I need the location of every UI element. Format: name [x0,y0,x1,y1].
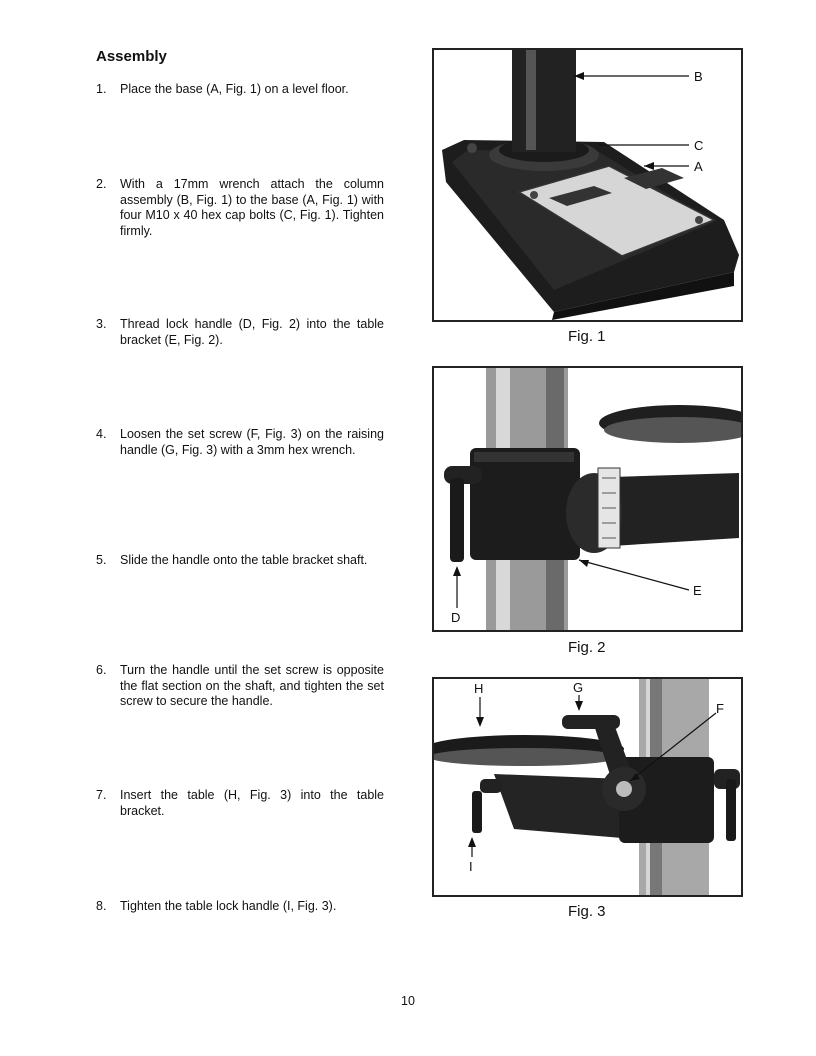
callout-h-label: H [474,681,484,696]
step-text: Turn the handle until the set screw is opposite the flat section on the shaft, and tighten the set screw to secure the handle. [120,663,384,708]
callout-c-label: C [694,138,704,153]
step-number: 3. [96,317,107,331]
step-text: Thread lock handle (D, Fig. 2) into the table bracket (E, Fig. 2). [120,317,384,347]
figure-3-caption: Fig. 3 [568,903,606,920]
step-number: 4. [96,427,107,441]
figure-3-photo [432,677,743,897]
step-5 [96,553,384,569]
step-text: Tighten the table lock handle (I, Fig. 3). [120,899,337,913]
callout-a-label: A [694,159,703,174]
step-6 [96,663,384,710]
section-heading: Assembly [96,48,167,65]
step-number: 1. [96,82,107,96]
step-text: With a 17mm wrench attach the column assembly (B, Fig. 1) to the base (A, Fig. 1) with four M10 x 40 hex cap bolts (C, Fig. 1). Tighten firmly. [120,177,384,238]
step-text: Place the base (A, Fig. 1) on a level floor. [120,82,349,96]
step-text: Slide the handle onto the table bracket shaft. [120,553,368,567]
step-text: Insert the table (H, Fig. 3) into the table bracket. [120,788,384,818]
step-1 [96,82,384,98]
callout-d-label: D [451,610,461,625]
figure-1-caption: Fig. 1 [568,328,606,345]
page-number: 10 [401,994,415,1008]
callout-f-label: F [716,701,724,716]
callout-e-label: E [693,583,702,598]
callout-g-label: G [573,680,584,695]
step-number: 5. [96,553,107,567]
step-number: 8. [96,899,107,913]
step-8 [96,899,384,915]
step-4 [96,427,384,458]
callout-i-label: I [469,859,473,874]
step-number: 2. [96,177,107,191]
step-3 [96,317,384,348]
figure-2-caption: Fig. 2 [568,639,606,656]
step-2 [96,177,384,239]
step-text: Loosen the set screw (F, Fig. 3) on the raising handle (G, Fig. 3) with a 3mm hex wrench. [120,427,384,457]
step-number: 7. [96,788,107,802]
callout-b-label: B [694,69,703,84]
figure-1-photo [432,48,743,322]
figure-2-photo [432,366,743,632]
step-number: 6. [96,663,107,677]
step-7 [96,788,384,819]
